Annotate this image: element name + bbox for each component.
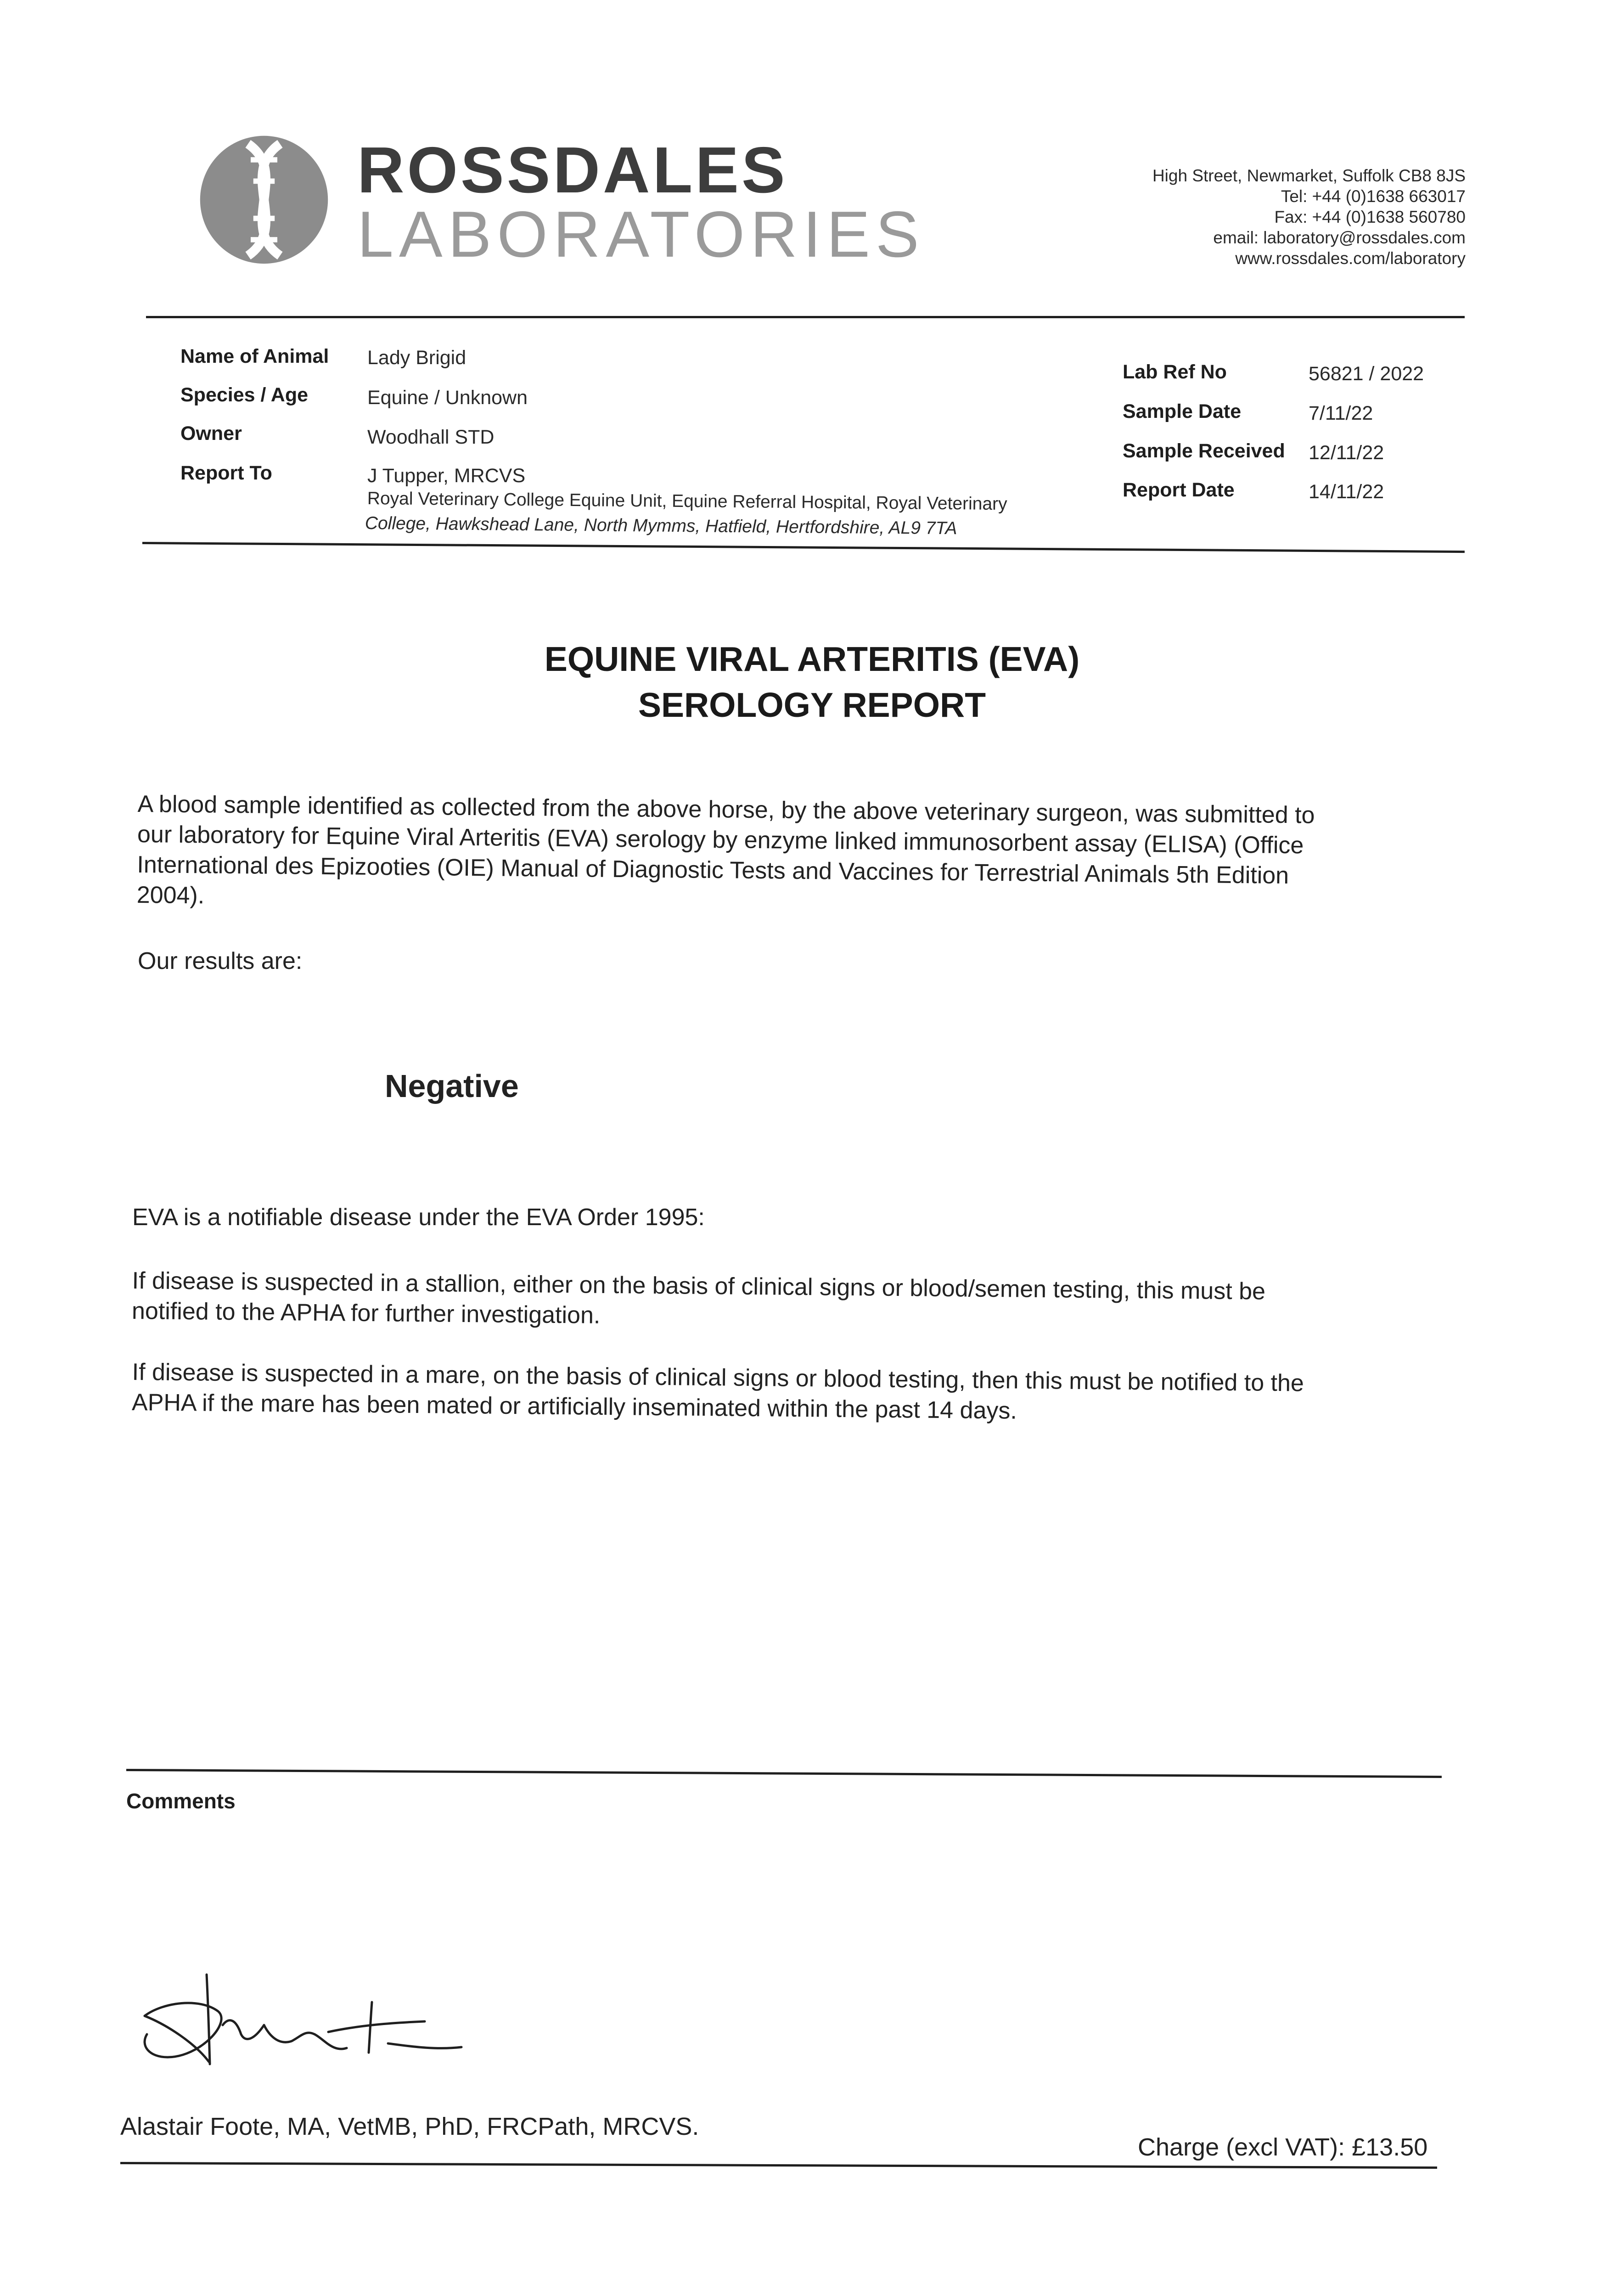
mare-paragraph [132,1357,1304,1429]
results-intro-text: Our results are: [138,948,303,974]
intro-paragraph [136,789,1315,922]
signatory-name: Alastair Foote, MA, VetMB, PhD, FRCPath, MRCVS. [120,2113,699,2140]
dna-helix-logo-icon [197,133,331,266]
report-title-line: EQUINE VIRAL ARTERITIS (EVA) [544,640,1080,678]
footer-divider [120,2162,1437,2169]
report-to-label: Report To [180,462,272,484]
handwritten-signature [131,1965,471,2085]
intro-line: 2004). [136,881,205,909]
report-date-label: Report Date [1123,479,1235,501]
lab-ref-label: Lab Ref No [1123,361,1227,383]
report-to-address-line: College, Hawkshead Lane, North Mymms, Hatfield, Hertfordshire, AL9 7TA [365,513,957,539]
report-to-value: J Tupper, MRCVS [367,465,526,487]
brand-name: ROSSDALES [357,134,788,207]
report-date-value: 14/11/22 [1309,481,1384,503]
notifiable-text: EVA is a notifiable disease under the EVA Order 1995: [132,1204,705,1231]
address-line: www.rossdales.com/laboratory [1235,249,1466,268]
species-age-value: Equine / Unknown [367,387,528,409]
mare-line: APHA if the mare has been mated or artificially inseminated within the past 14 days. [131,1389,1017,1424]
report-to-address-line: Royal Veterinary College Equine Unit, Equine Referral Hospital, Royal Veterinary [367,489,1007,514]
address-line: High Street, Newmarket, Suffolk CB8 8JS [1152,166,1466,185]
brand-subtitle: LABORATORIES [357,198,925,271]
stallion-line: notified to the APHA for further investigation. [131,1297,601,1329]
intro-line: our laboratory for Equine Viral Arteritis (EVA) serology by enzyme linked immunosorbent assay (ELISA) (Office [137,821,1304,859]
intro-line: A blood sample identified as collected from the above horse, by the above veterinary surgeon, was submitted to [137,790,1315,829]
name-of-animal-label: Name of Animal [180,345,329,367]
owner-label: Owner [180,422,242,445]
address-line: Fax: +44 (0)1638 560780 [1274,208,1466,226]
sample-received-label: Sample Received [1123,440,1285,462]
species-age-label: Species / Age [180,384,309,406]
mare-line: If disease is suspected in a mare, on the basis of clinical signs or blood testing, then this must be notified to the [132,1358,1304,1397]
stallion-paragraph [132,1266,1266,1337]
sample-date-value: 7/11/22 [1309,402,1373,424]
name-of-animal-value: Lady Brigid [367,347,466,369]
charge-amount: Charge (excl VAT): £13.50 [1138,2133,1428,2161]
info-divider [142,542,1465,553]
sample-date-label: Sample Date [1123,400,1242,422]
comments-divider [126,1769,1442,1778]
sample-received-value: 12/11/22 [1309,442,1384,464]
comments-label: Comments [126,1789,236,1813]
report-title [0,636,1624,728]
lab-ref-value: 56821 / 2022 [1309,363,1424,385]
lab-address [1152,165,1466,269]
header-divider [146,316,1465,318]
intro-line: International des Epizooties (OIE) Manual of Diagnostic Tests and Vaccines for Terrestrial Animals 5th Edition [137,851,1289,889]
report-title-line: SEROLOGY REPORT [638,686,986,724]
stallion-line: If disease is suspected in a stallion, either on the basis of clinical signs or blood/semen testing, this must be [132,1267,1266,1305]
result-value: Negative [385,1068,519,1104]
address-line: Tel: +44 (0)1638 663017 [1281,187,1466,206]
address-line: email: laboratory@rossdales.com [1213,228,1466,247]
notifiable-statement [132,1202,705,1232]
owner-value: Woodhall STD [367,426,495,448]
results-intro [138,946,302,976]
